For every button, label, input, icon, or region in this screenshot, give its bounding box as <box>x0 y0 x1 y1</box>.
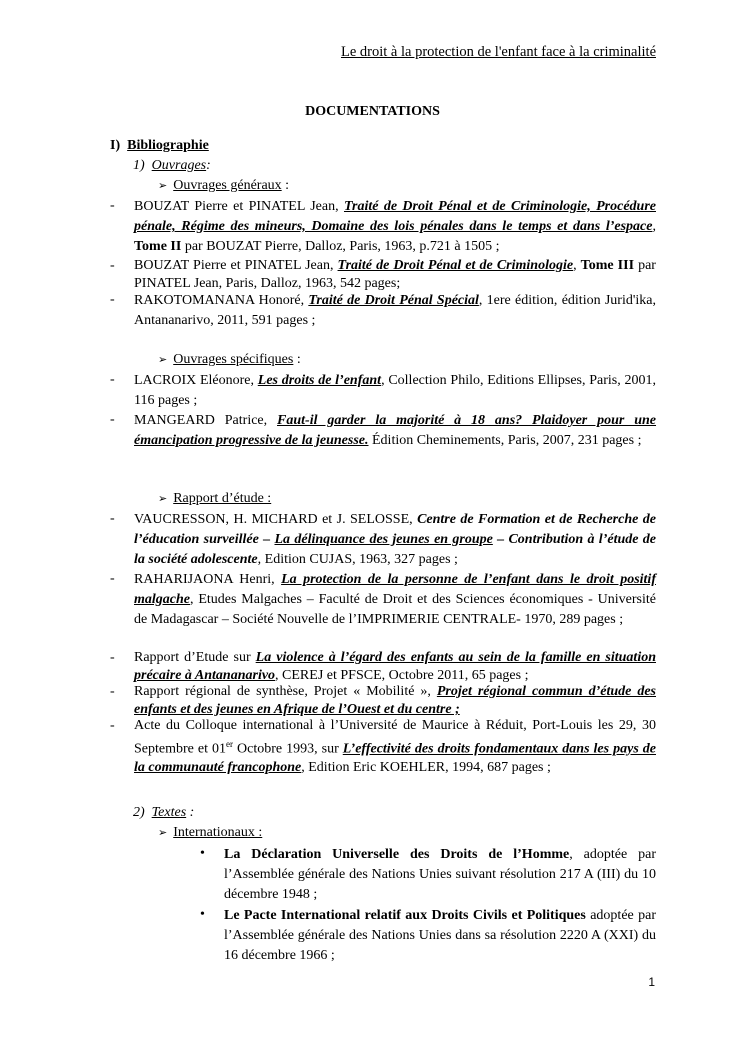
dash-marker: - <box>110 718 115 733</box>
dash-marker: - <box>110 372 115 387</box>
dash-marker: - <box>110 198 115 213</box>
bullet-icon: • <box>200 846 205 861</box>
subsection-ouvrages: 1) Ouvrages: <box>133 158 211 173</box>
page-title: DOCUMENTATIONS <box>305 104 440 119</box>
bibliography-entry: VAUCRESSON, H. MICHARD et J. SELOSSE, Centre de Formation et de Recherche de l’éducation surveillée – La délinquance des jeunes en groupe – Contribution à l’étude de la société adolescente, Edition CUJAS, 1963, 327 pages ; <box>134 512 656 567</box>
dash-marker: - <box>110 650 115 665</box>
dash-marker: - <box>110 571 115 586</box>
text-entry: Le Pacte International relatif aux Droits Civils et Politiques adoptée par l’Assemblée générale des Nations Unies dans sa résolution 2220 A (XXI) du 16 décembre 1966 ; <box>224 908 656 963</box>
heading-rapport-etude: ➢ Rapport d’étude : <box>158 491 272 506</box>
dash-marker: - <box>110 684 115 699</box>
bullet-icon: • <box>200 907 205 922</box>
bibliography-entry: Acte du Colloque international à l’Université de Maurice à Réduit, Port-Louis les 29, 30 Septembre et 01er Octobre 1993, sur L’effectivité des droits fondamentaux dans les pays de la communauté francophone, Edition Eric KOEHLER, 1994, 687 pages ; <box>134 718 656 775</box>
running-head: Le droit à la protection de l'enfant face à la criminalité <box>340 44 656 60</box>
bibliography-entry: RAKOTOMANANA Honoré, Traité de Droit Pénal Spécial, 1ere édition, édition Jurid'ika, Antananarivo, 2011, 591 pages ; <box>134 293 656 328</box>
arrow-icon: ➢ <box>158 354 168 366</box>
bibliography-entry: Rapport régional de synthèse, Projet « Mobilité », Projet régional commun d’étude des enfants et des jeunes en Afrique de l’Ouest et du centre ; <box>134 684 656 717</box>
section-number: I) <box>110 138 121 153</box>
text-entry: La Déclaration Universelle des Droits de l’Homme, adoptée par l’Assemblée générale des Nations Unies suivant résolution 217 A (III) du 10 décembre 1948 ; <box>224 847 656 902</box>
section-heading <box>110 138 209 154</box>
bibliography-entry: BOUZAT Pierre et PINATEL Jean, Traité de Droit Pénal et de Criminologie, Tome III par PINATEL Jean, Paris, Dalloz, 1963, 542 pages; <box>134 258 656 291</box>
arrow-icon: ➢ <box>158 180 168 192</box>
dash-marker: - <box>110 412 115 427</box>
heading-ouvrages-generaux: ➢ Ouvrages généraux : <box>158 178 290 193</box>
bibliography-entry: MANGEARD Patrice, Faut-il garder la majorité à 18 ans? Plaidoyer pour une émancipation progressive de la jeunesse. Édition Cheminements, Paris, 2007, 231 pages ; <box>134 413 657 448</box>
heading-ouvrages-specifiques: ➢ Ouvrages spécifiques : <box>158 352 301 367</box>
dash-marker: - <box>110 258 115 273</box>
bibliography-entry: RAHARIJAONA Henri, La protection de la personne de l’enfant dans le droit positif malgache, Etudes Malgaches – Faculté de Droit et des Sciences économiques - Université de Madagascar – Société Nouvelle de l’IMPRIMERIE CENTRALE- 1970, 289 pages ; <box>134 572 656 627</box>
dash-marker: - <box>110 511 115 526</box>
dash-marker: - <box>110 292 115 307</box>
arrow-icon: ➢ <box>158 493 168 505</box>
bibliography-entry: Rapport d’Etude sur La violence à l’égard des enfants au sein de la famille en situation précaire à Antananarivo, CEREJ et PFSCE, Octobre 2011, 65 pages ; <box>134 650 656 683</box>
arrow-icon: ➢ <box>158 827 168 839</box>
subsection-textes: 2) Textes : <box>133 805 195 820</box>
bibliography-entry: BOUZAT Pierre et PINATEL Jean, Traité de Droit Pénal et de Criminologie, Procédure pénale, Régime des mineurs, Domaine des lois pénales dans le temps et dans l’espace, Tome II par BOUZAT Pierre, Dalloz, Paris, 1963, p.721 à 1505 ; <box>134 199 656 254</box>
bibliography-entry: LACROIX Eléonore, Les droits de l’enfant, Collection Philo, Editions Ellipses, Paris, 2001, 116 pages ; <box>134 373 657 408</box>
section-label: Bibliographie <box>127 138 209 153</box>
page-number: 1 <box>648 975 655 989</box>
heading-internationaux: ➢ Internationaux : <box>158 825 263 840</box>
